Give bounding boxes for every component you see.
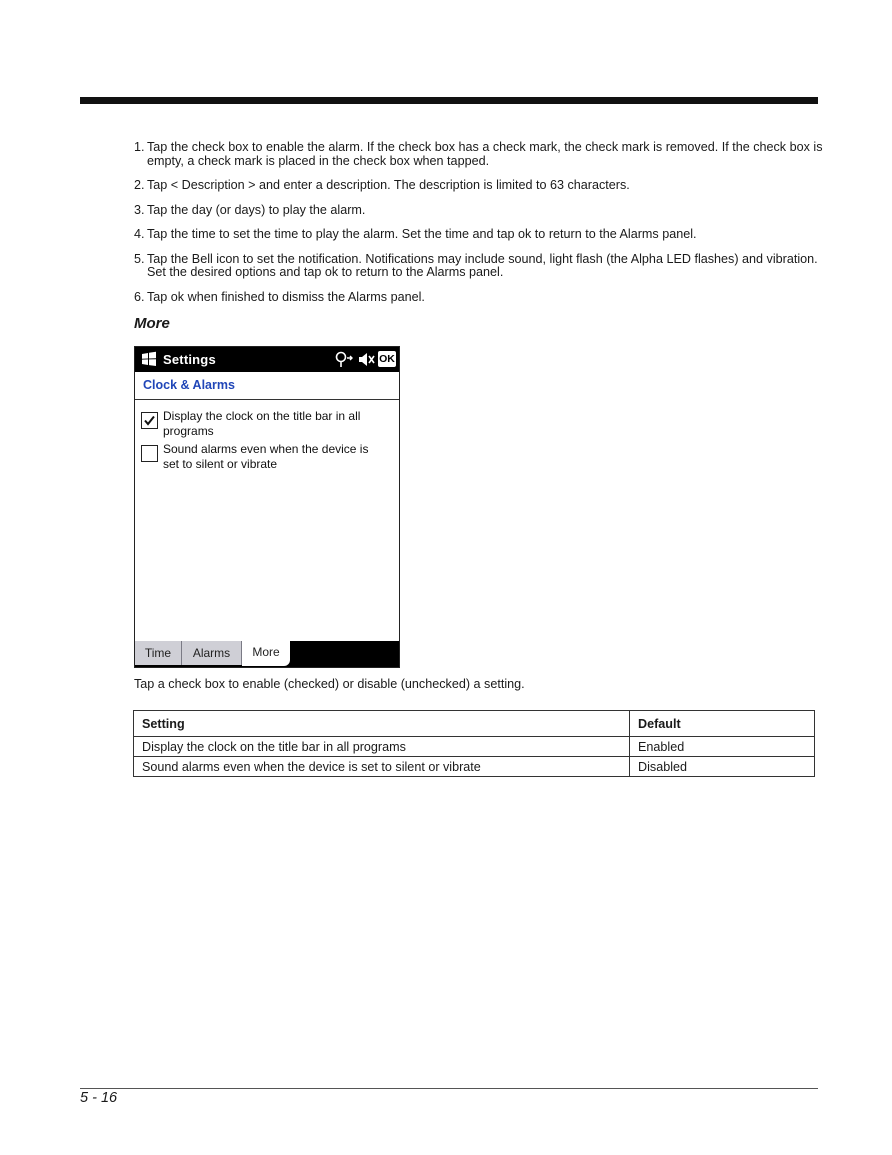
- step-text: Tap ok when finished to dismiss the Alarms panel.: [147, 289, 425, 304]
- speaker-muted-icon[interactable]: [357, 351, 375, 368]
- settings-table: [133, 710, 815, 777]
- section-heading: More: [134, 315, 170, 332]
- tab-more[interactable]: More: [242, 640, 290, 666]
- step-number: 4.: [134, 227, 145, 241]
- tab-alarms[interactable]: Alarms: [182, 641, 242, 665]
- step-text: Tap the Bell icon to set the notification. Notifications may include sound, light flash (the Alpha LED flashes) and vibration. Set the desired options and tap ok to return to the Alarms panel.: [147, 251, 818, 279]
- checkbox-sound-alarms[interactable]: [141, 445, 158, 462]
- page-number: 5 - 16: [80, 1090, 118, 1106]
- cell-setting: Sound alarms even when the device is set to silent or vibrate: [134, 757, 630, 777]
- step-number: 2.: [134, 178, 145, 192]
- step-number: 1.: [134, 140, 145, 154]
- top-rule: [80, 97, 818, 104]
- device-page-header: [135, 372, 399, 400]
- steps-list: [134, 141, 824, 315]
- option-label: Sound alarms even when the device is set to silent or vibrate: [163, 442, 369, 471]
- caption: Tap a check box to enable (checked) or disable (unchecked) a setting.: [134, 677, 525, 691]
- cell-setting: Display the clock on the title bar in all programs: [134, 737, 630, 757]
- step-item: [134, 204, 824, 218]
- cell-default: Enabled: [630, 737, 815, 757]
- connectivity-icon[interactable]: [334, 351, 354, 368]
- step-text: Tap the day (or days) to play the alarm.: [147, 202, 366, 217]
- step-text: Tap the check box to enable the alarm. If the check box has a check mark, the check mark is removed. If the check box is empty, a check mark is placed in the check box when tapped.: [147, 140, 823, 168]
- step-item: [134, 228, 824, 242]
- ok-button[interactable]: OK: [379, 353, 395, 365]
- step-text: Tap the time to set the time to play the alarm. Set the time and tap ok to return to the Alarms panel.: [147, 227, 697, 241]
- step-item: [134, 291, 824, 305]
- device-page-title: Clock & Alarms: [143, 378, 235, 392]
- device-tab-bar: [135, 641, 399, 667]
- device-title: Settings: [163, 352, 216, 367]
- device-screenshot: [134, 346, 400, 668]
- table-row: [134, 737, 815, 757]
- windows-start-icon[interactable]: [141, 351, 157, 367]
- checkmark-icon: [143, 414, 156, 427]
- device-title-bar: [135, 347, 399, 372]
- checkbox-display-clock[interactable]: [141, 412, 158, 429]
- step-item: [134, 179, 824, 193]
- table-row: [134, 757, 815, 777]
- header-setting: Setting: [134, 711, 630, 737]
- bottom-rule: [80, 1088, 818, 1089]
- step-number: 3.: [134, 202, 145, 217]
- step-number: 5.: [134, 251, 145, 266]
- step-item: [134, 141, 824, 168]
- table-header-row: [134, 711, 815, 737]
- cell-default: Disabled: [630, 757, 815, 777]
- option-label: Display the clock on the title bar in all programs: [163, 409, 361, 438]
- step-number: 6.: [134, 289, 145, 304]
- step-text: Tap < Description > and enter a description. The description is limited to 63 characters.: [147, 178, 630, 192]
- header-default: Default: [630, 711, 815, 737]
- tab-time[interactable]: Time: [135, 641, 182, 665]
- step-item: [134, 253, 824, 280]
